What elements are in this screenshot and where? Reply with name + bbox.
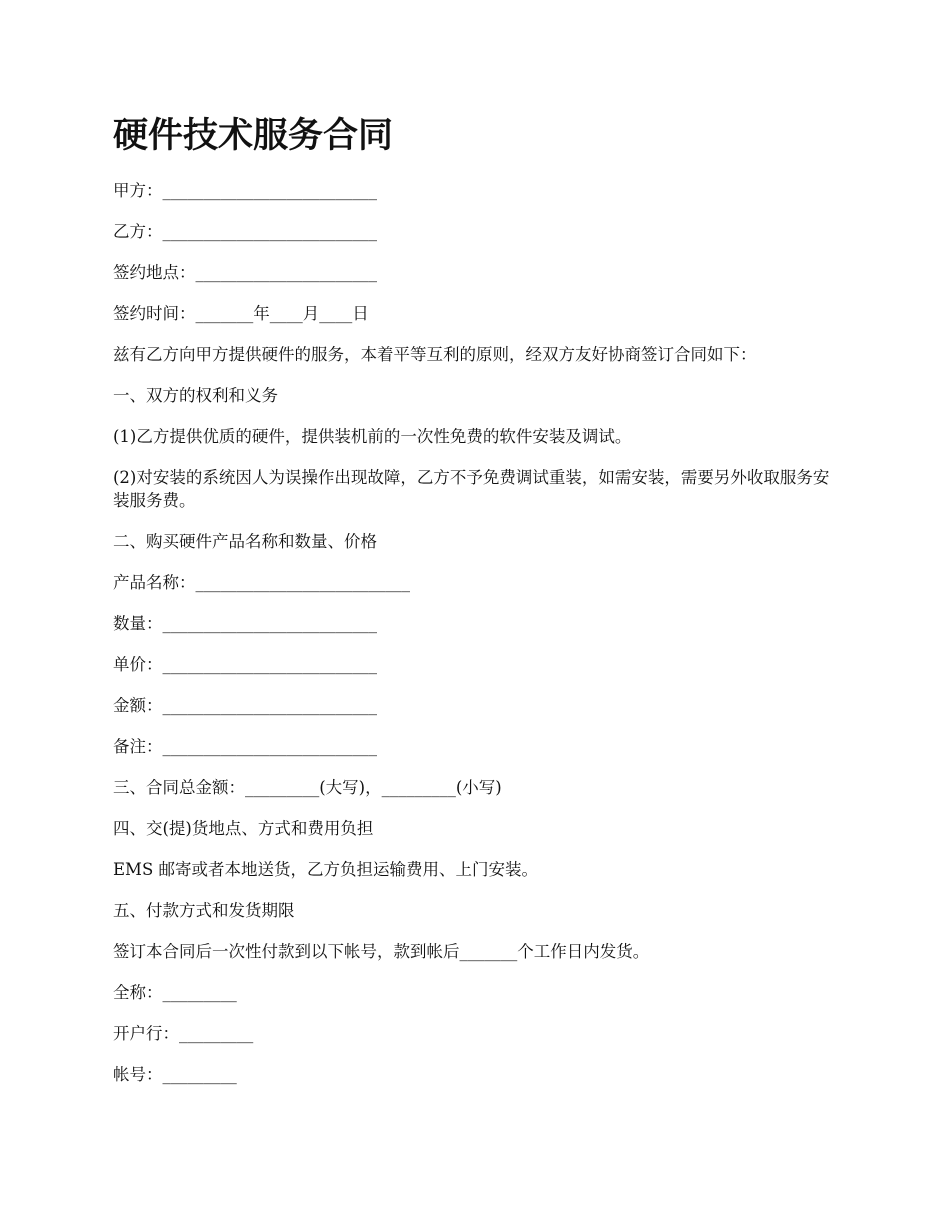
section-2-heading: 二、购买硬件产品名称和数量、价格 <box>113 532 377 551</box>
payment-terms-line: 签订本合同后一次性付款到以下帐号，款到帐后_______个工作日内发货。 <box>113 942 650 961</box>
amount-line: 金额：__________________________ <box>113 696 377 715</box>
section-3-total-amount: 三、合同总金额：_________(大写)，_________(小写) <box>113 778 502 797</box>
section-1-item-2: (2)对安装的系统因人为误操作出现故障，乙方不予免费调试重装，如需安装，需要另外收取服务安装服务费。 <box>113 468 830 510</box>
delivery-method-line: EMS 邮寄或者本地送货，乙方负担运输费用、上门安装。 <box>113 860 538 879</box>
signing-place-line: 签约地点：______________________ <box>113 263 377 282</box>
document-title: 硬件技术服务合同 <box>113 115 394 156</box>
signing-date-line: 签约时间：_______年____月____日 <box>113 304 369 323</box>
account-number-line: 帐号：_________ <box>113 1065 237 1084</box>
bank-line: 开户行：_________ <box>113 1024 254 1043</box>
section-5-heading: 五、付款方式和发货期限 <box>113 901 295 920</box>
product-name-line: 产品名称：__________________________ <box>113 573 410 592</box>
account-name-line: 全称：_________ <box>113 983 237 1002</box>
party-b-line: 乙方：__________________________ <box>113 222 377 241</box>
unit-price-line: 单价：__________________________ <box>113 655 377 674</box>
intro-paragraph: 兹有乙方向甲方提供硬件的服务，本着平等互利的原则，经双方友好协商签订合同如下： <box>113 345 757 364</box>
document-body <box>113 179 838 1104</box>
section-4-heading: 四、交(提)货地点、方式和费用负担 <box>113 819 374 838</box>
party-a-line: 甲方：__________________________ <box>113 181 377 200</box>
section-1-heading: 一、双方的权利和义务 <box>113 386 278 405</box>
section-1-item-1: (1)乙方提供优质的硬件，提供装机前的一次性免费的软件安装及调试。 <box>113 427 632 446</box>
quantity-line: 数量：__________________________ <box>113 614 377 633</box>
remarks-line: 备注：__________________________ <box>113 737 377 756</box>
